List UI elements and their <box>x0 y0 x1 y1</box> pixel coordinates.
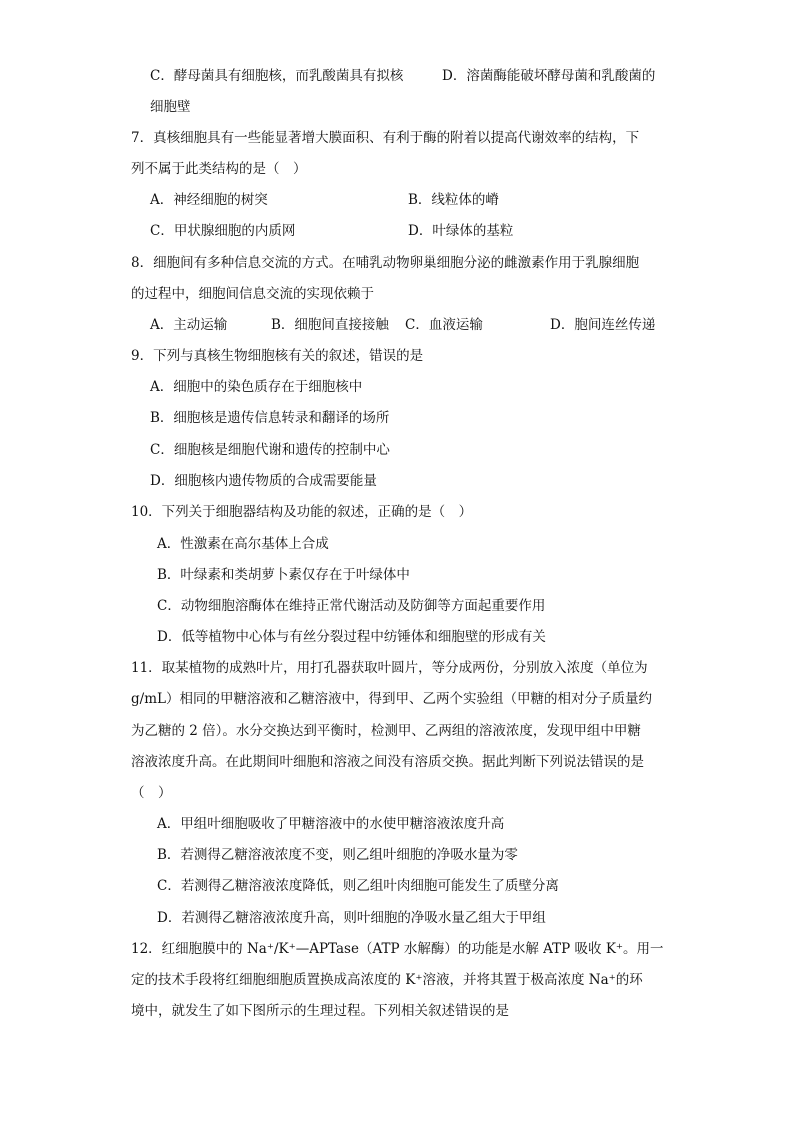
q11-stem-line1: 11．取某植物的成熟叶片，用打孔器获取叶圆片，等分成两份，分别放入浓度（单位为 <box>131 660 648 676</box>
q6-option-c: C．酵母菌具有细胞核，而乳酸菌具有拟核 <box>150 68 404 84</box>
q11-stem-line2: g/mL）相同的甲糖溶液和乙糖溶液中，得到甲、乙两个实验组（甲糖的相对分子质量约 <box>131 691 652 707</box>
q7-option-b: B．线粒体的嵴 <box>408 192 499 208</box>
q11-option-c: C．若测得乙糖溶液浓度降低，则乙组叶肉细胞可能发生了质壁分离 <box>157 878 559 894</box>
q10-option-a: A．性激素在高尔基体上合成 <box>157 536 329 552</box>
q10-option-b: B．叶绿素和类胡萝卜素仅存在于叶绿体中 <box>157 567 410 583</box>
q7-stem-line2: 列不属于此类结构的是（ ） <box>131 161 307 177</box>
q11-option-d: D．若测得乙糖溶液浓度升高，则叶细胞的净吸水量乙组大于甲组 <box>157 910 546 926</box>
q12-stem-line3: 境中，就发生了如下图所示的生理过程。下列相关叙述错误的是 <box>131 1003 509 1019</box>
q7-option-a: A．神经细胞的树突 <box>150 192 268 208</box>
q11-stem-line3: 为乙糖的 2 倍）。水分交换达到平衡时，检测甲、乙两组的溶液浓度，发现甲组中甲糖 <box>131 723 641 739</box>
q7-option-d: D．叶绿体的基粒 <box>408 223 514 239</box>
q8-option-d: D．胞间连丝传递 <box>550 317 656 333</box>
q8-option-b: B．细胞间直接接触 <box>271 317 389 333</box>
q9-option-b: B．细胞核是遗传信息转录和翻译的场所 <box>150 410 390 426</box>
q9-option-c: C．细胞核是细胞代谢和遗传的控制中心 <box>150 442 390 458</box>
q9-option-d: D．细胞核内遗传物质的合成需要能量 <box>150 473 377 489</box>
q10-stem: 10．下列关于细胞器结构及功能的叙述，正确的是（ ） <box>131 504 473 520</box>
q10-option-d: D．低等植物中心体与有丝分裂过程中纺锤体和细胞壁的形成有关 <box>157 629 546 645</box>
q8-stem-line2: 的过程中，细胞间信息交流的实现依赖于 <box>131 286 374 302</box>
q6-option-d-continued: 细胞壁 <box>150 99 191 115</box>
q8-option-c: C．血液运输 <box>405 317 483 333</box>
q11-stem-line5: （ ） <box>131 785 172 801</box>
q12-stem-line1: 12．红细胞膜中的 Na⁺/K⁺—APTase（ATP 水解酶）的功能是水解 ATP 吸收 K⁺。用一 <box>131 941 664 957</box>
q11-option-b: B．若测得乙糖溶液浓度不变，则乙组叶细胞的净吸水量为零 <box>157 847 518 863</box>
q10-option-c: C．动物细胞溶酶体在维持正常代谢活动及防御等方面起重要作用 <box>157 598 546 614</box>
q8-option-a: A．主动运输 <box>150 317 228 333</box>
q7-stem-line1: 7．真核细胞具有一些能显著增大膜面积、有利于酶的附着以提高代谢效率的结构，下 <box>131 130 640 146</box>
q6-option-d: D．溶菌酶能破坏酵母菌和乳酸菌的 <box>442 68 656 84</box>
q8-stem-line1: 8．细胞间有多种信息交流的方式。在哺乳动物卵巢细胞分泌的雌激素作用于乳腺细胞 <box>131 255 640 271</box>
q11-option-a: A．甲组叶细胞吸收了甲糖溶液中的水使甲糖溶液浓度升高 <box>157 816 505 832</box>
q12-stem-line2: 定的技术手段将红细胞细胞质置换成高浓度的 K⁺溶液，并将其置于极高浓度 Na⁺的环 <box>131 972 643 988</box>
q9-option-a: A．细胞中的染色质存在于细胞核中 <box>150 379 363 395</box>
q9-stem: 9．下列与真核生物细胞核有关的叙述，错误的是 <box>131 348 424 364</box>
q11-stem-line4: 溶液浓度升高。在此期间叶细胞和溶液之间没有溶质交换。据此判断下列说法错误的是 <box>131 754 644 770</box>
q7-option-c: C．甲状腺细胞的内质网 <box>150 223 296 239</box>
